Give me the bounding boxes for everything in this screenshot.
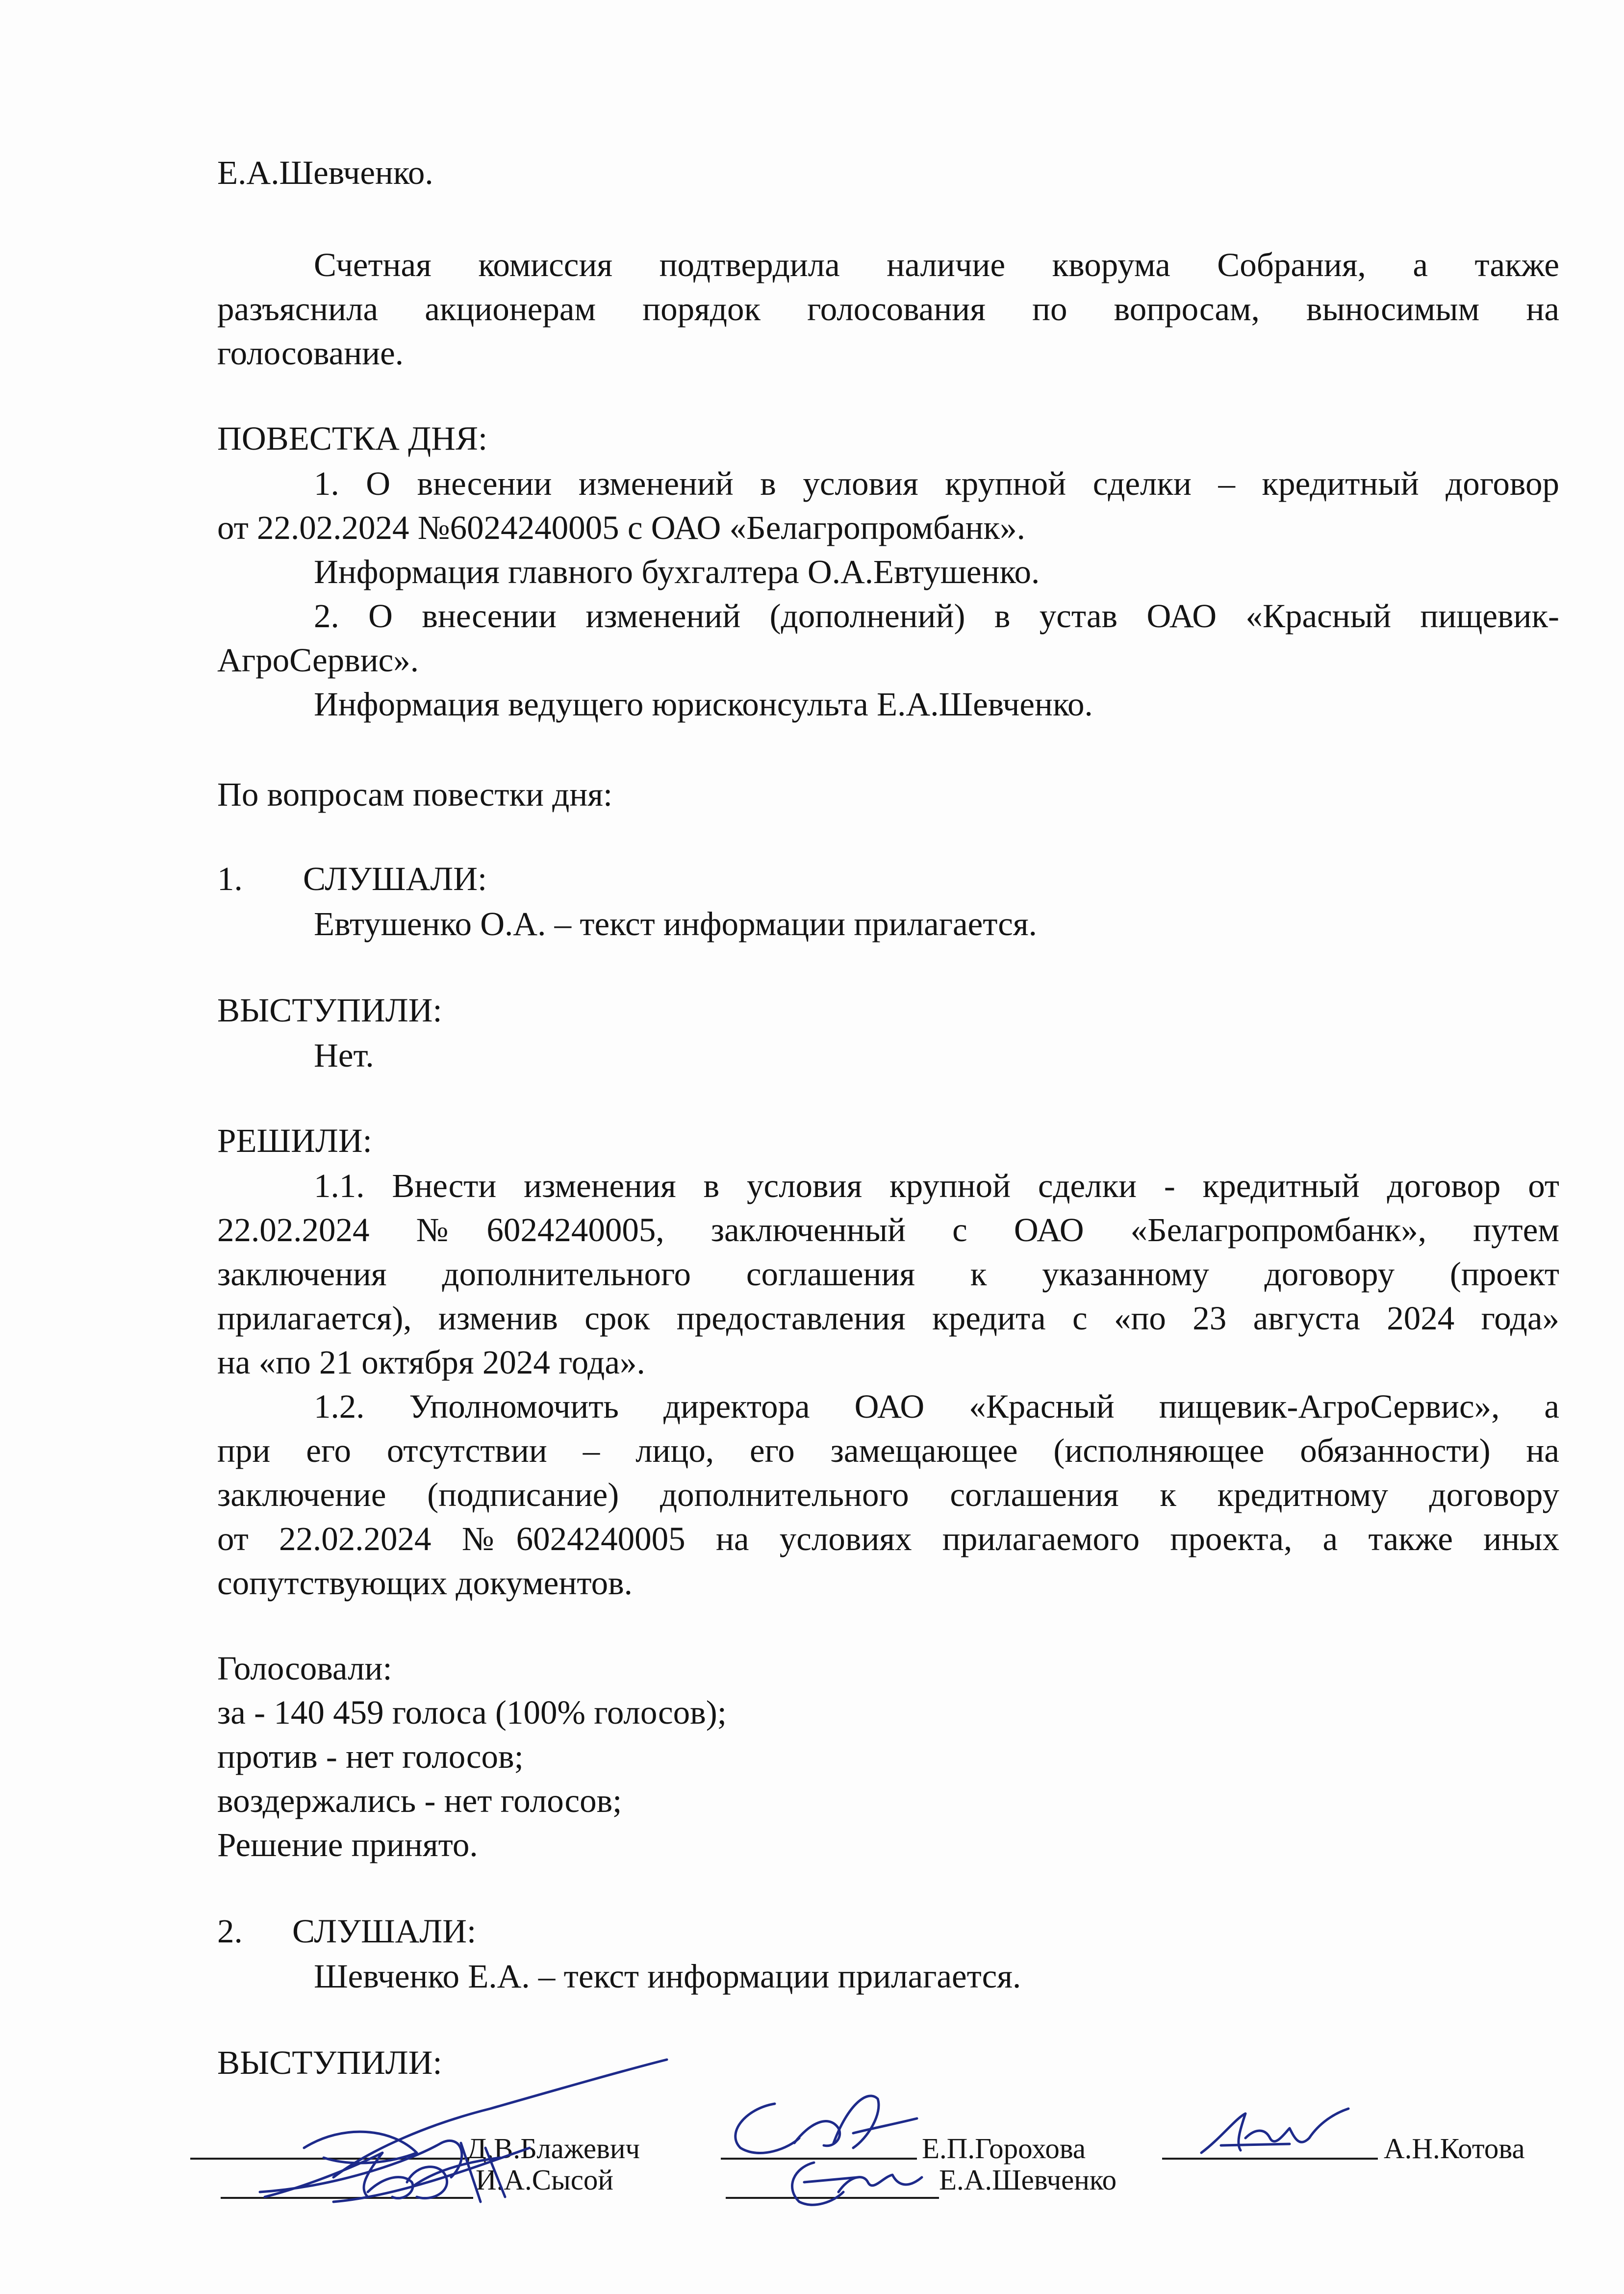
issue-1-spoke-text: Нет. (314, 1037, 374, 1074)
issue-2-heard-label: СЛУШАЛИ: (292, 1912, 477, 1950)
issue-2-number: 2. (217, 1912, 243, 1950)
signature-name-shevchenko: Е.А.Шевченко (939, 2164, 1117, 2196)
agenda-item-2-info: Информация ведущего юрисконсульта Е.А.Шевченко. (314, 686, 1093, 723)
voting-for: за - 140 459 голоса (100% голосов); (217, 1694, 727, 1731)
issue-2-spoke-label: ВЫСТУПИЛИ: (217, 2044, 442, 2081)
signature-name-kotova: А.Н.Котова (1384, 2132, 1525, 2165)
opening-line: Е.А.Шевченко. (217, 154, 433, 191)
decision-1-2-line-1: 1.2. Уполномочить директора ОАО «Красный пищевик-АгроСервис», а (314, 1388, 1559, 1425)
voting-abstained: воздержались - нет голосов; (217, 1782, 622, 1819)
issue-1-heard-text: Евтушенко О.А. – текст информации прилагается. (314, 905, 1037, 943)
issue-1-decided-label: РЕШИЛИ: (217, 1122, 372, 1159)
agenda-item-1-line-1: 1. О внесении изменений в условия крупной сделки – кредитный договор (314, 465, 1559, 502)
issue-2-heard-text: Шевченко Е.А. – текст информации прилагается. (314, 1958, 1021, 1995)
signature-sysoy (255, 2133, 510, 2212)
agenda-item-2-line-2: АгроСервис». (217, 641, 419, 679)
agenda-heading: ПОВЕСТКА ДНЯ: (217, 420, 488, 457)
issue-1-number: 1. (217, 860, 243, 897)
issue-1-spoke-label: ВЫСТУПИЛИ: (217, 992, 442, 1029)
signature-kotova (1192, 2099, 1368, 2163)
commission-line-3: голосование. (217, 334, 404, 372)
issue-1-heard-label: СЛУШАЛИ: (303, 860, 487, 897)
decision-1-1-line-3: заключения дополнительного соглашения к указанному договору (проект (217, 1255, 1559, 1293)
decision-1-2-line-3: заключение (подписание) дополнительного соглашения к кредитному договору (217, 1476, 1559, 1513)
signature-name-gorokhova: Е.П.Горохова (922, 2132, 1086, 2165)
voting-result: Решение принято. (217, 1826, 478, 1863)
decision-1-1-line-4: прилагается), изменив срок предоставления кредита с «по 23 августа 2024 года» (217, 1300, 1559, 1337)
agenda-issues-intro: По вопросам повестки дня: (217, 776, 613, 813)
signature-name-sysoy: И.А.Сысой (476, 2164, 613, 2196)
commission-line-2: разъяснила акционерам порядок голосования по вопросам, выносимым на (217, 290, 1559, 328)
signature-name-blazhevich: Д.В.Блажевич (467, 2132, 640, 2165)
commission-line-1: Счетная комиссия подтвердила наличие кворума Собрания, а также (314, 246, 1559, 283)
decision-1-1-line-2: 22.02.2024 №6024240005, заключенный с ОАО «Белагропромбанк», путем (217, 1211, 1559, 1249)
decision-1-2-line-2: при его отсутствии – лицо, его замещающее (исполняющее обязанности) на (217, 1432, 1559, 1469)
decision-1-1-line-5: на «по 21 октября 2024 года». (217, 1344, 645, 1381)
signature-shevchenko (765, 2148, 951, 2212)
agenda-item-1-line-2: от 22.02.2024 №6024240005 с ОАО «Белагропромбанк». (217, 509, 1025, 546)
decision-1-1-line-1: 1.1. Внести изменения в условия крупной сделки - кредитный договор от (314, 1167, 1559, 1204)
voting-against: против - нет голосов; (217, 1738, 524, 1775)
agenda-item-1-info: Информация главного бухгалтера О.А.Евтушенко. (314, 553, 1040, 590)
decision-1-2-line-5: сопутствующих документов. (217, 1564, 633, 1602)
decision-1-2-line-4: от 22.02.2024 №6024240005 на условиях прилагаемого проекта, а также иных (217, 1520, 1559, 1557)
agenda-item-2-line-1: 2. О внесении изменений (дополнений) в устав ОАО «Красный пищевик- (314, 597, 1559, 635)
voting-label: Голосовали: (217, 1650, 392, 1687)
